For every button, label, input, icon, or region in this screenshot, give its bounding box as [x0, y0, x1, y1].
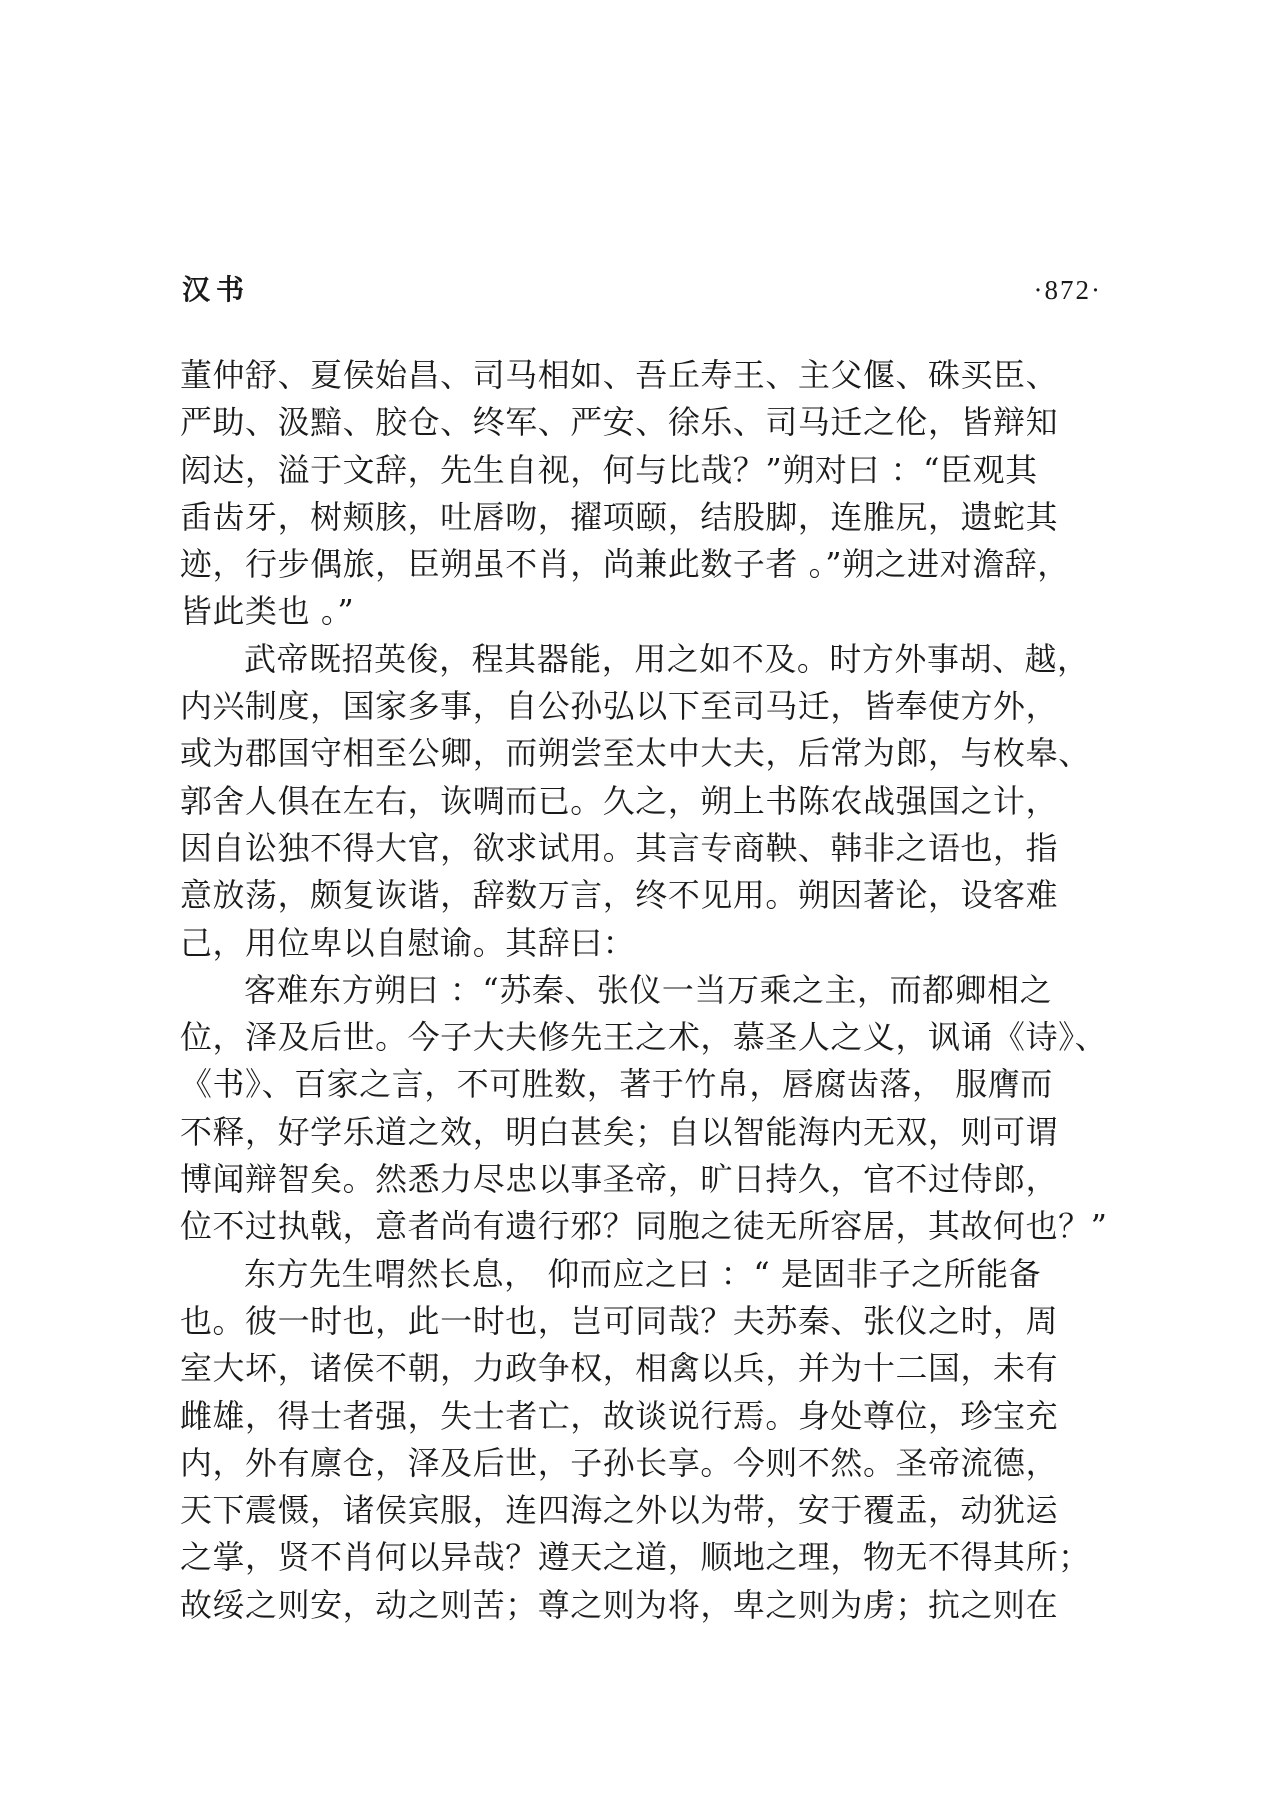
text-line: 内，外有廪仓，泽及后世，子孙长享。今则不然。圣帝流德，	[180, 1443, 1059, 1482]
text-line: 己，用位卑以自慰谕。其辞曰：	[180, 923, 636, 962]
text-line: 或为郡国守相至公卿，而朔尝至太中大夫，后常为郎，与枚皋、	[180, 734, 1091, 773]
text-line: 意放荡，颇复诙谐，辞数万言，终不见用。朔因著论，设客难	[180, 876, 1059, 915]
text-line: 位，泽及后世。今子大夫修先王之术，慕圣人之义，讽诵《诗》、	[180, 1018, 1108, 1057]
text-line: 迹，行步偶旅，臣朔虽不肖，尚兼此数子者 。”朔之进对澹辞，	[180, 545, 1070, 584]
text-line: 《书》、百家之言，不可胜数，著于竹帛，唇腐齿落， 服膺而	[180, 1065, 1053, 1104]
text-line: 臿齿牙，树颊胲，吐唇吻，擢项颐，结股脚，连脽尻，遗蛇其	[180, 497, 1059, 536]
page-number: ·872·	[1033, 275, 1102, 305]
text-line: 天下震慑，诸侯宾服，连四海之外以为带，安于覆盂，动犹运	[180, 1491, 1059, 1530]
text-line: 位不过执戟，意者尚有遗行邪？同胞之徒无所容居，其故何也？”	[180, 1207, 1108, 1246]
text-line: 故绥之则安，动之则苦；尊之则为将，卑之则为虏；抗之则在	[180, 1585, 1059, 1624]
text-line: 雌雄，得士者强，失士者亡，故谈说行焉。身处尊位，珍宝充	[180, 1396, 1059, 1435]
text-line: 闳达，溢于文辞，先生自视，何与比哉？”朔对曰 ：“臣观其	[180, 450, 1038, 489]
text-line: 室大坏，诸侯不朝，力政争权，相禽以兵，并为十二国，未有	[180, 1349, 1059, 1388]
text-line: 郭舍人俱在左右，诙啁而已。久之，朔上书陈农战强国之计，	[180, 781, 1059, 820]
text-line: 董仲舒、夏侯始昌、司马相如、吾丘寿王、主父偃、硃买臣、	[180, 356, 1059, 394]
text-line: 客难东方朔曰 ：“苏秦、张仪一当万乘之主，而都卿相之	[244, 970, 1053, 1009]
text-line: 武帝既招英俊，程其器能，用之如不及。时方外事胡、越，	[244, 639, 1090, 678]
text-line: 之掌，贤不肖何以异哉？遵天之道，顺地之理，物无不得其所；	[180, 1538, 1091, 1577]
text-line: 东方先生喟然长息， 仰而应之曰 ：“ 是固非子之所能备	[244, 1254, 1042, 1293]
text-line: 皆此类也 。”	[180, 592, 355, 631]
book-title: 汉书	[182, 273, 251, 306]
text-line: 也。彼一时也，此一时也，岂可同哉？夫苏秦、张仪之时，周	[180, 1301, 1059, 1340]
body-text	[180, 352, 1110, 1629]
text-line: 博闻辩智矣。然悉力尽忠以事圣帝，旷日持久，官不过侍郎，	[180, 1160, 1059, 1199]
text-line: 因自讼独不得大官，欲求试用。其言专商鞅、韩非之语也，指	[180, 828, 1059, 867]
text-line: 不释，好学乐道之效，明白甚矣；自以智能海内无双，则可谓	[180, 1112, 1059, 1151]
page-header	[182, 268, 1102, 312]
text-line: 内兴制度，国家多事，自公孙弘以下至司马迁，皆奉使方外，	[180, 687, 1059, 726]
text-line: 严助、汲黯、胶仓、终军、严安、徐乐、司马迁之伦，皆辩知	[180, 403, 1059, 442]
